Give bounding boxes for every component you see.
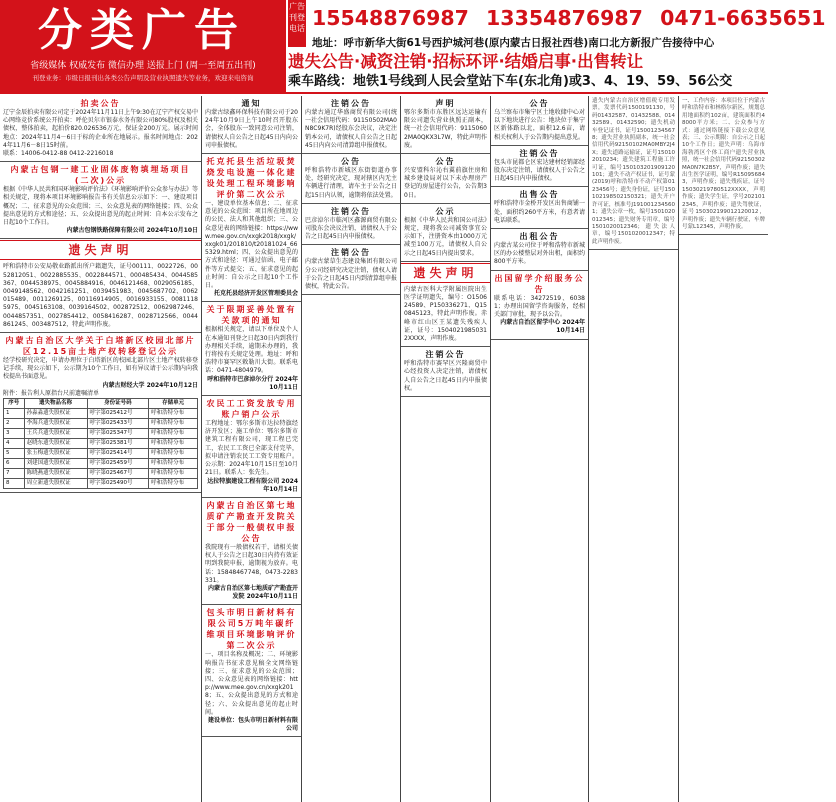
- bus-route: 乘车路线：地铁1号线到人民会堂站下车(东北角)或3、4、19、59、56公交: [288, 74, 733, 89]
- notice: [401, 204, 490, 262]
- table-cell: 1: [4, 409, 25, 419]
- table-cell: 呼字第025347号: [87, 429, 149, 439]
- notice-body: 内蒙古蒙草生态建设集团有限公司分公司经研究决定注销，债权人请于公告之日起45日内到清算组申报债权，特此公告。: [305, 258, 397, 291]
- table-cell: 陈晓燕遗失股权证: [24, 469, 87, 479]
- table-row: [4, 439, 198, 449]
- notice-contact: 联系：14006-0412-88 0412-2216018: [3, 150, 114, 158]
- table-cell: 王兵兵遗失股权证: [24, 429, 87, 439]
- table-header: 身份证号码: [87, 399, 149, 409]
- lost-items-table: [3, 398, 198, 489]
- notice-title: 拍卖公告: [80, 99, 121, 108]
- table-cell: 4: [4, 439, 25, 449]
- notice-title: 内蒙古自治区大学关于白塔新区校园北部片区12.15亩土地产权转移登记公示: [5, 336, 196, 357]
- notice-title: 内蒙古自治区第七地质矿产勘查开发院关于部分一般债权申报公告: [206, 500, 297, 543]
- notice-body: 鄂尔多斯市东胜区远达运输有限公司遗失营业执照正副本，统一社会信用代码：91150602MA0QKX3L7W，特此声明作废。: [404, 109, 487, 149]
- notice-body: 经学校研究决定，申请办理位于白塔新区的校园北部片区土地产权转移登记手续，现公示如下，公示期为10个工作日，如有异议请于公示期内向我校提出书面意见。: [3, 357, 198, 381]
- table-cell: 呼字第025433号: [87, 419, 149, 429]
- notice-body: 一、项目名称及概况；二、环境影响报告书征求意见稿全文网络链接；三、征求意见的公众范围；四、公众意见表的网络链接：http://www.mee.gov.cn/xxgk2018；五、公众提出意见的方式和途径；六、公众提出意见的起止时间。: [205, 651, 298, 716]
- notice-body: 乌兰察布市集宁区土地收储中心对以下地块进行公告：地块位于集宁区新体路以北，面积12.6亩，请相关权利人于公告期内提出意见。: [494, 109, 585, 141]
- notice-title: 注销公告: [425, 350, 466, 360]
- column-4: [401, 96, 491, 802]
- notice: [202, 302, 301, 396]
- notice: [202, 498, 301, 605]
- notice-body: 巴彦淖尔市临河区鑫源商贸有限公司股东会决议注销，请债权人于公告之日起45日内申报债权。: [305, 216, 397, 241]
- notice-body: 呼和浩特市赛罕区兴隆商贸中心经投资人决定注销，请债权人自公告之日起45日内申报债权。: [404, 360, 487, 392]
- table-cell: 呼字第025414号: [87, 449, 149, 459]
- table-cell: 7: [4, 469, 25, 479]
- table-cell: 呼和浩特分布: [149, 459, 198, 469]
- notice: [491, 187, 588, 229]
- notice-body: 呼和浩特市公安局敬业路派出所户籍遗失，证号00111、0022726、0052812051、0022885535、0022844571、000485434、0044585367、0044538975、0045884916、0046121468、0029056185、0049148562、0042161251、0039451983、0045687702、0062015489、0011269125、00116914905、0016933155、00811185975、0045163108、0039164502、002872512、0062987246、0044857351、0027854412、0058416287、0028712566、0044861245、003487512，特此声明作废。: [3, 263, 198, 328]
- notice: [302, 204, 400, 246]
- notice-body: 根据《中华人民共和国公司法》规定，现将我公司减资事宜公示如下，注册资本由1000万元减至100万元，请债权人自公示之日起45日内提出要求。: [404, 216, 487, 257]
- notice-title: 出售公告: [519, 190, 560, 200]
- notice-title: 公告: [435, 157, 456, 167]
- table-cell: 张玉梅遗失股权证: [24, 449, 87, 459]
- table-cell: 5: [4, 449, 25, 459]
- notice-body: 呼和浩特市金桥开发区出售商铺一处，面积约260平方米，有意者请电话联系。: [494, 200, 585, 224]
- table-header: 序号: [4, 399, 25, 409]
- table-row: [4, 409, 198, 419]
- table-cell: 8: [4, 479, 25, 489]
- notice-title: 注销公告: [519, 148, 560, 158]
- listing-text: 一、工作内容：本项目位于内蒙古呼和浩特市和林格尔新区，规划总用地面积约102亩，建筑面积约48000平方米；二、公众参与方式：通过网络链接下载公众意见表；三、公示期限：自公示之日起10个工作日；遗失声明：乌海市海勃湾区个体工商户遗失营业执照，统一社会信用代码92150302MA0N7K2B5Y，声明作废；遗失出生医学证明，编号R150956843，声明作废；遗失残疾证，证号15030219780512XXXX，声明作废；遗失学生证，学号2021012345，声明作废；遗失驾驶证，证号150302199012120012，声明作废；遗失车辆行驶证，车牌号蒙L12345，声明作废。: [682, 98, 765, 230]
- table-cell: 孙淼淼遗失股权证: [24, 409, 87, 419]
- notice-title: 公示: [435, 206, 456, 216]
- notice-body: 一、建设单位基本信息；二、征求意见的公众范围：项目所在地周边的公民、法人和其他组织；三、公众意见表的网络链接：https://www.mee.gov.cn/xxgk2018/xxgk/xxgk01/201810/t20181024_665329.html；四、公众提出意见的方式和途径：可通过信函、电子邮件等方式提交；五、征求意见的起止时间：自公示之日起10个工作日。: [205, 200, 298, 290]
- notice-title: 农民工工资发放专用账户销户公示: [206, 399, 297, 420]
- table-row: [4, 459, 198, 469]
- lost-listings: [589, 96, 678, 250]
- notice-body: 我院现有一般债权若干，请相关债权人于公告之日起30日内持有效证明到我院申报，逾期视为放弃。电话：15848467748，0473-2283331。: [205, 543, 298, 584]
- service-note: 刊登业务：市级日报刊出各类公告声明及营业执照遗失等业务，欢迎来电咨询: [32, 74, 254, 82]
- notice: [491, 146, 588, 188]
- table-cell: 刘建国遗失股权证: [24, 459, 87, 469]
- notice-signature: 内蒙古包钢铁路保障有限公司 2024年10月10日: [66, 227, 198, 235]
- notice-body: 呼和浩特市新城区东街街道办事处，经研究决定，现对辖区内无主车辆进行清理，请车主于公告之日起15日内认领，逾期将依法处置。: [305, 167, 397, 199]
- table-cell: 呼字第025490号: [87, 479, 149, 489]
- land-notice: [0, 333, 201, 493]
- listing-text: 遗失内蒙古自治区增值税专用发票，发票代码1500191130，号码01432587、01432588、01432589、01432590；遗失机动车登记证书，证号150012345678；遗失营业执照副本，统一社会信用代码92150102MA0MBY2J4X；遗失道路运输证，证号150102010234；遗失建筑工程施工许可证，编号150103201909120101；遗失不动产权证书，证号蒙(2019)呼和浩特市不动产权第0123456号；遗失身份证，证号150102198502150321；遗失开户许可证，核准号J1910012345601；遗失公章一枚，编号1501020012345；遗失财务专用章，编号1501020012346；遗失法人章，编号1501020012347；特此声明作废。: [592, 98, 675, 245]
- table-header: 遗失物品名称: [24, 399, 87, 409]
- notice-signature: 达拉特旗建设工程有限公司 2024年10月14日: [207, 477, 298, 493]
- column-6: [589, 96, 679, 802]
- column-2: [202, 96, 302, 802]
- table-cell: 呼和浩特分布: [149, 449, 198, 459]
- lost-notice: [0, 261, 201, 333]
- notice: [202, 605, 301, 737]
- notice-body: 根据《中华人民共和国环境影响评价法》《环境影响评价公众参与办法》等相关规定，现将本项目环境影响报告书有关信息公示如下：一、建设项目概况；二、征求意见的公众范围；三、公众意见表的网络链接；四、公众提出意见的方式和途径；五、公众提出意见的起止时间：自本公示发布之日起10个工作日。: [3, 186, 199, 227]
- table-cell: 呼和浩特分布: [149, 439, 198, 449]
- phone-box-label: 广告刊登电话: [288, 0, 306, 47]
- notice-body: 内蒙古通辽华盛商贸有限公司(统一社会信用代码：91150502MA0N8C9K7R)经股东会决议，决定注销本公司，请债权人自公告之日起45日内向公司清算组申报债权。: [305, 109, 397, 149]
- notice-title: 出租公告: [519, 232, 560, 242]
- notice-body: 内蒙古绿鑫环保科技有限公司于2024年10月9日上午10时召开股东会，全体股东一致同意公司注销，请债权人自公告之日起45日内向公司申报债权。: [205, 109, 298, 149]
- lost-notice: [401, 284, 490, 347]
- notice-signature: 托克托县经济开发区管理委员会: [213, 290, 298, 298]
- notice-signature: 内蒙古自治区第七地质矿产勘查开发院 2024年10月11日: [207, 584, 298, 601]
- notice-body: 内蒙古某公司位于呼和浩特市新城区的办公楼整层对外出租，面积约800平方米。: [494, 242, 585, 266]
- notice: [202, 396, 301, 498]
- phone-number: 15548876987: [312, 6, 469, 30]
- notice: [202, 96, 301, 154]
- notice-title: 注销公告: [331, 99, 371, 108]
- table-cell: 呼字第025459号: [87, 459, 149, 469]
- header: [0, 0, 826, 92]
- notice-title: 公告: [529, 99, 550, 108]
- env-notice: [0, 162, 201, 239]
- notice-title: 关于限期妥善处置有关款项的通知: [206, 305, 297, 326]
- notice: [491, 229, 588, 271]
- table-cell: 周立新遗失股权证: [24, 479, 87, 489]
- table-cell: 呼字第025467号: [87, 469, 149, 479]
- auction-notice: [0, 96, 201, 162]
- table-caption: 附件：报告利人原指台尺前遗嘱清单: [3, 389, 100, 397]
- phone-number: 13354876987: [486, 6, 643, 30]
- table-row: [4, 449, 198, 459]
- table-row: [4, 429, 198, 439]
- notice: [491, 96, 588, 146]
- lost-section-title: 遗失声明: [401, 263, 490, 283]
- phone-number: 0471-6635651: [660, 6, 826, 30]
- table-row: [4, 419, 198, 429]
- table-row: [4, 479, 198, 489]
- address: 地址：呼市新华大街61号西护城河巷(原内蒙古日报社西巷)南口北方新报广告接待中心: [312, 37, 715, 49]
- table-cell: 呼和浩特分布: [149, 409, 198, 419]
- notice-body: 联系电话：34272519、60381；办理出国留学咨询服务，经相关部门审批，现予以公告。: [494, 294, 585, 319]
- notice-title: 托克托县生活垃圾焚烧发电设施一体化建设处理工程环境影响评价第二次公示: [206, 157, 297, 200]
- notice: [491, 271, 588, 340]
- notice: [302, 96, 400, 154]
- notice: [401, 347, 490, 397]
- column-1: [0, 96, 202, 802]
- notice-signature: 内蒙古自治区留学中心 2024年10月14日: [500, 319, 585, 335]
- table-cell: 呼字第025381号: [87, 439, 149, 449]
- notice: [401, 154, 490, 204]
- table-header-row: [4, 399, 198, 409]
- notice: [302, 154, 400, 204]
- table-cell: 呼和浩特分布: [149, 419, 198, 429]
- table-header: 存储单元: [149, 399, 198, 409]
- table-cell: 3: [4, 429, 25, 439]
- phone-numbers: [312, 4, 826, 32]
- column-7: [679, 96, 768, 802]
- table-cell: 赵晓东遗失股权证: [24, 439, 87, 449]
- notice-signature: 建设单位：包头市明日新材料有限公司: [207, 716, 298, 733]
- table-cell: 呼和浩特分布: [149, 479, 198, 489]
- page-title: 分类广告: [38, 5, 246, 56]
- notice-title: 注销公告: [331, 248, 371, 258]
- notice-title: 注销公告: [331, 206, 371, 216]
- notice: [401, 96, 490, 154]
- notice-title: 公告: [341, 157, 361, 167]
- table-cell: 6: [4, 459, 25, 469]
- table-cell: 2: [4, 419, 25, 429]
- notice-title: 内蒙古包钢一建工业固体废物填埋场项目(二次)公示: [10, 165, 191, 186]
- notice-body: 工程地址：鄂尔多斯市达拉特旗经济开发区；施工单位：鄂尔多斯市建筑工程有限公司，现工程已完工，农民工工资已全部支付完毕，拟申请注销农民工工资专用账户。公示期：2024年10月15日至10月21日。联系人：张先生。: [205, 420, 298, 477]
- column-5: [491, 96, 589, 802]
- notice-title: 包头市明日新材料有限公司5万吨年碳纤维项目环境影响评价第二次公示: [206, 608, 297, 651]
- tagline: 省级媒体 权威发布 微信办理 送报上门 (周一至周五出刊): [30, 61, 256, 71]
- notice: [302, 245, 400, 295]
- table-cell: 呼字第025412号: [87, 409, 149, 419]
- table-row: [4, 469, 198, 479]
- notice: [202, 154, 301, 302]
- notice-body: 根据相关规定，请以下单位及个人在本通知刊登之日起30日内到我行办理相关手续，逾期未办理的，我行将按有关规定处理。地址：呼和浩特市赛罕区敕勒川大街。联系电话：0471-4804979。: [205, 326, 298, 375]
- notice-signature: 呼和浩特市巴彦淖尔分行 2024年10月11日: [207, 375, 298, 391]
- table-cell: 呼和浩特分布: [149, 469, 198, 479]
- column-3: [302, 96, 401, 802]
- service-slogan: 遗失公告·减资注销·招标环评·结婚启事·出售转让: [288, 52, 644, 71]
- lost-listings: [679, 96, 768, 235]
- notice-title: 通知: [241, 99, 262, 108]
- lost-section-title: 遗失声明: [0, 240, 201, 260]
- notice-title: 声明: [435, 99, 456, 108]
- table-cell: 李海兵遗失股权证: [24, 419, 87, 429]
- notice-signature: 内蒙古财经大学 2024年10月12日: [102, 381, 198, 389]
- notice-body: 辽宁金辰拍卖有限公司定于2024年11月11日上午9:30在辽宁产权交易中心网络竞价系统公开拍卖：呼伦贝尔市银泰水务有限公司80%股权及相关债权，整体拍卖，起拍价820.026536万元，保证金200万元。展示时间地点：2024年11月4－6日于标的企业所在地展示。报名时间地点：2024年11月6－8日15时前。: [3, 109, 198, 149]
- table-cell: 呼和浩特分布: [149, 429, 198, 439]
- notice-body: 包头市昆都仑区宏达建材经销部经股东决定注销，请债权人于公告之日起45日内申报债权。: [494, 158, 585, 183]
- notice-body: 内蒙古医科大学附属医院出生医学证明遗失，编号：O150624589、P150336271、Q150845123，特此声明作废。赤峰市红山区王某遗失残疾人证，证号：15040219850312XXXX，声明作废。: [404, 285, 487, 343]
- brand-block: [0, 0, 286, 92]
- notice-title: 出国留学介绍服务公告: [494, 273, 585, 294]
- notice-body: 兴安盟科尔沁右翼前旗住房和城乡建设局对以下未办理房产登记的房屋进行公告，公告期30日。: [404, 167, 487, 199]
- header-divider: [0, 92, 768, 94]
